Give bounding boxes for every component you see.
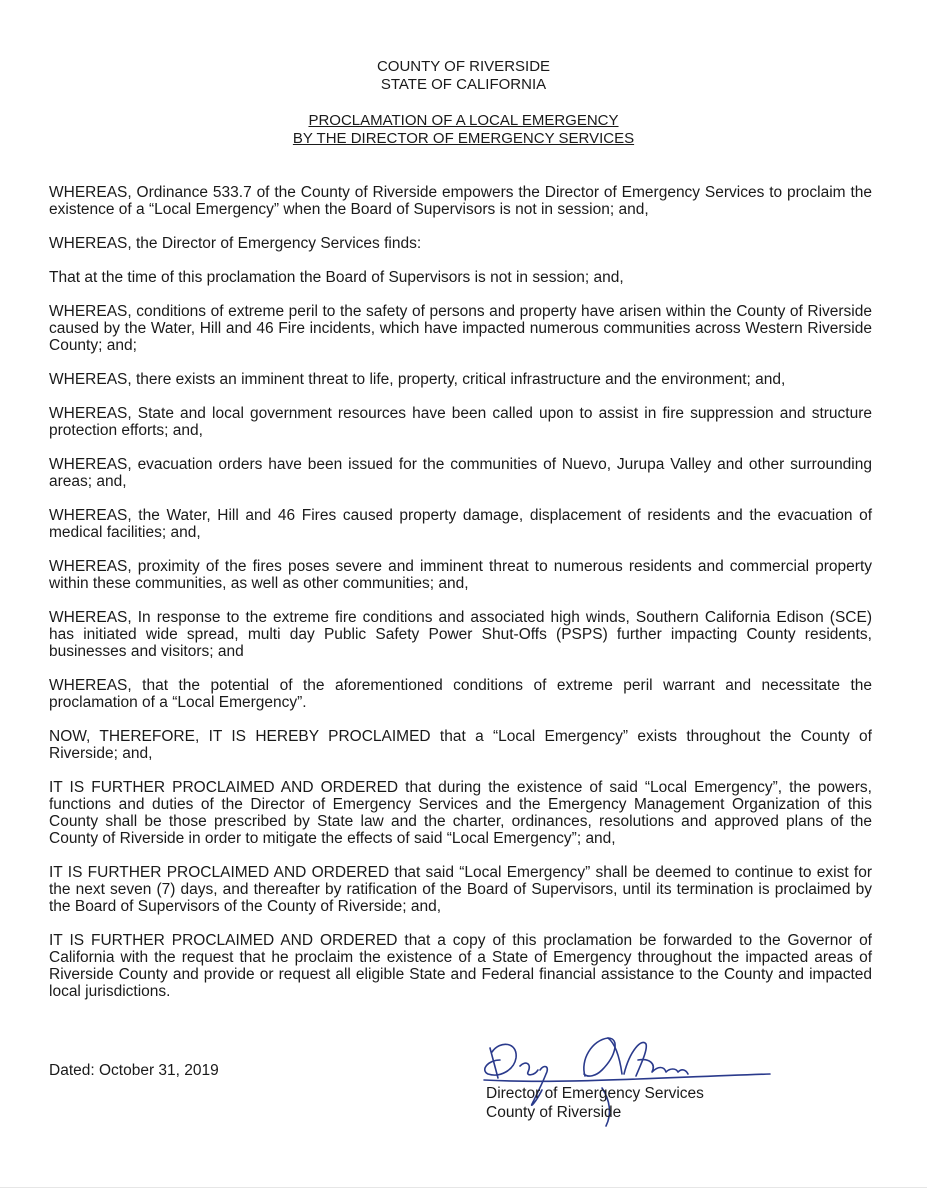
document-title <box>0 112 927 148</box>
title-line-1: PROCLAMATION OF A LOCAL EMERGENCY <box>308 112 619 129</box>
signatory-title: Director of Emergency Services <box>486 1085 704 1102</box>
paragraph: WHEREAS, proximity of the fires poses severe and imminent threat to numerous residents and commercial property within these communities, as well as other communities; and, <box>49 558 872 592</box>
paragraph: WHEREAS, the Director of Emergency Services finds: <box>49 235 422 252</box>
paragraph: WHEREAS, In response to the extreme fire conditions and associated high winds, Southern California Edison (SCE) has initiated wide spread, multi day Public Safety Power Shut-Offs (PSPS) further impacting County residents, businesses and visitors; and <box>49 609 872 660</box>
state-name: STATE OF CALIFORNIA <box>380 76 547 93</box>
paragraph: IT IS FURTHER PROCLAIMED AND ORDERED that during the existence of said “Local Emergency”, the powers, functions and duties of the Director of Emergency Services and the Emergency Management Organization of this County shall be those prescribed by State law and the charter, ordinances, resolutions and approved plans of the County of Riverside in order to mitigate the effects of said “Local Emergency”; and, <box>49 779 872 847</box>
paragraph: WHEREAS, State and local government resources have been called upon to assist in fire suppression and structure protection efforts; and, <box>49 405 872 439</box>
paragraph: IT IS FURTHER PROCLAIMED AND ORDERED that said “Local Emergency” shall be deemed to continue to exist for the next seven (7) days, and thereafter by ratification of the Board of Supervisors, until its termination is proclaimed by the Board of Supervisors of the County of Riverside; and, <box>49 864 872 915</box>
paragraph: WHEREAS, that the potential of the aforementioned conditions of extreme peril warrant and necessitate the proclamation of a “Local Emergency”. <box>49 677 872 711</box>
paragraph: NOW, THEREFORE, IT IS HEREBY PROCLAIMED that a “Local Emergency” exists throughout the County of Riverside; and, <box>49 728 872 762</box>
paragraph: WHEREAS, Ordinance 533.7 of the County of Riverside empowers the Director of Emergency Services to proclaim the existence of a “Local Emergency” when the Board of Supervisors is not in session; and, <box>49 184 872 218</box>
paragraph: WHEREAS, the Water, Hill and 46 Fires caused property damage, displacement of residents and the evacuation of medical facilities; and, <box>49 507 872 541</box>
paragraph: That at the time of this proclamation the Board of Supervisors is not in session; and, <box>49 269 624 286</box>
dated-line: Dated: October 31, 2019 <box>49 1062 219 1079</box>
document-header <box>0 58 927 94</box>
scan-edge-divider <box>0 1187 927 1188</box>
signatory-agency: County of Riverside <box>486 1104 622 1121</box>
signature-block <box>470 1030 790 1130</box>
paragraph: WHEREAS, evacuation orders have been issued for the communities of Nuevo, Jurupa Valley and other surrounding areas; and, <box>49 456 872 490</box>
paragraph: WHEREAS, there exists an imminent threat to life, property, critical infrastructure and the environment; and, <box>49 371 786 388</box>
paragraph: IT IS FURTHER PROCLAIMED AND ORDERED that a copy of this proclamation be forwarded to the Governor of California with the request that he proclaim the existence of a State of Emergency throughout the impacted areas of Riverside County and provide or request all eligible State and Federal financial assistance to the County and impacted local jurisdictions. <box>49 932 872 1000</box>
title-line-2: BY THE DIRECTOR OF EMERGENCY SERVICES <box>292 130 635 147</box>
county-name: COUNTY OF RIVERSIDE <box>376 58 551 75</box>
proclamation-body <box>49 184 872 1017</box>
paragraph: WHEREAS, conditions of extreme peril to the safety of persons and property have arisen within the County of Riverside caused by the Water, Hill and 46 Fire incidents, which have impacted numerous communities across Western Riverside County; and; <box>49 303 872 354</box>
